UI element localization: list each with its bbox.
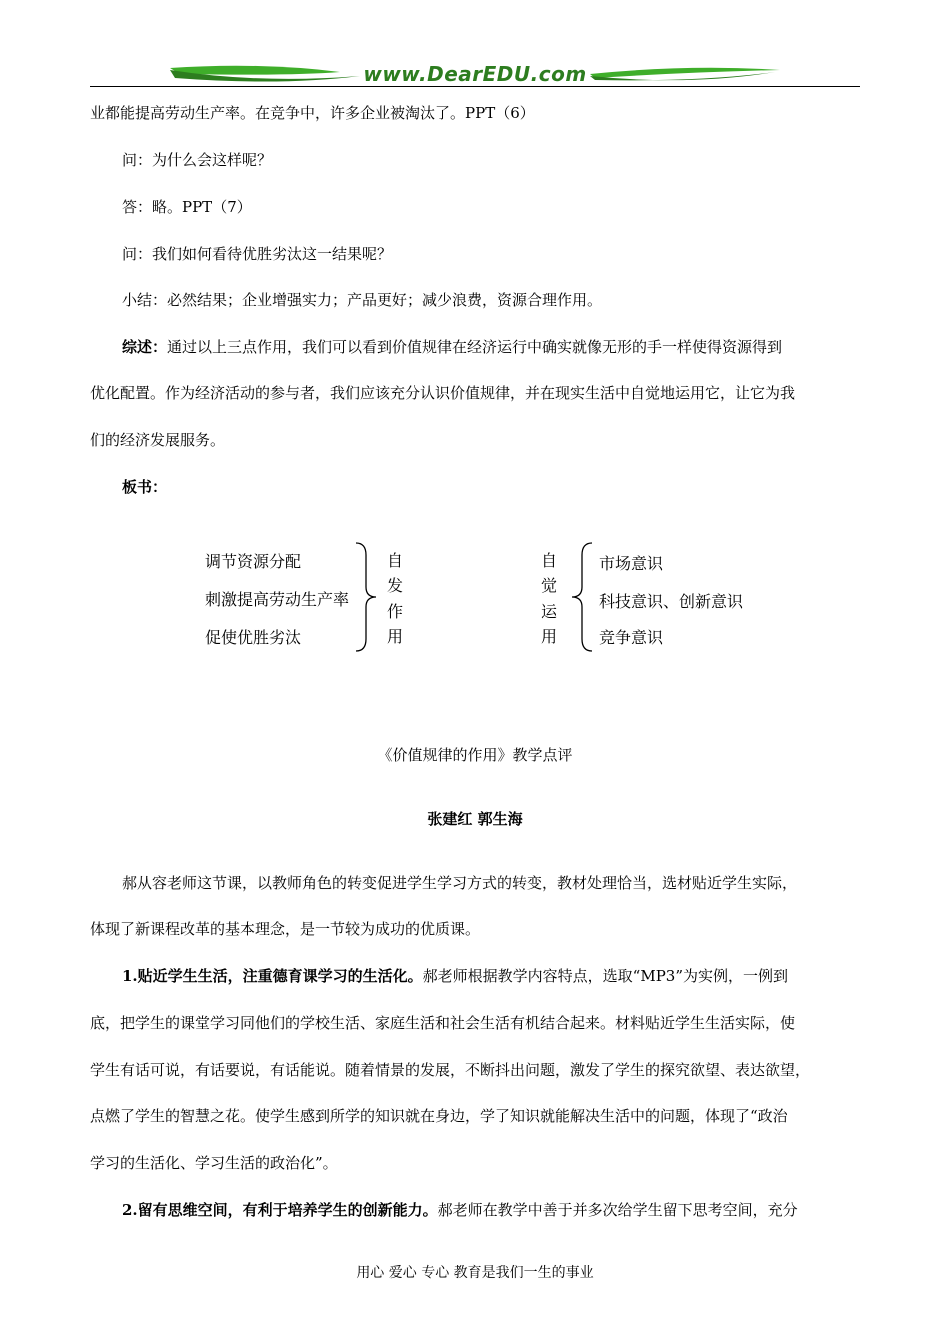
text-line: 业都能提高劳动生产率。在竞争中，许多企业被淘汰了。PPT（6） — [90, 104, 535, 122]
text-line: 们的经济发展服务。 — [90, 431, 226, 449]
board-left-item: 促使优胜劣汰 — [205, 628, 302, 647]
board-label: 板书： — [122, 478, 168, 496]
review-authors: 张建红 郭生海 — [427, 810, 523, 828]
header-divider — [90, 86, 860, 87]
board-right-item: 科技意识、创新意识 — [599, 592, 744, 611]
summary-line — [122, 324, 782, 371]
text-line: 问：为什么会这样呢？ — [122, 151, 273, 169]
text-line: 点燃了学生的智慧之花。使学生感到所学的知识就在身边，学了知识就能解决生活中的问题，体现了“政治 — [90, 1107, 788, 1125]
summary-label: 综述： — [122, 338, 168, 356]
board-vertical-char: 作 — [387, 602, 404, 621]
text-line: 优化配置。作为经济活动的参与者，我们应该充分认识价值规律，并在现实生活中自觉地运用它，让它为我 — [90, 384, 796, 402]
point-text: 郝老师根据教学内容特点，选取“MP3”为实例，一例到 — [422, 967, 789, 985]
board-right-item: 竞争意识 — [599, 628, 664, 647]
point-heading: 2.留有思维空间，有利于培养学生的创新能力。 — [122, 1201, 438, 1219]
summary-text: 通过以上三点作用，我们可以看到价值规律在经济运行中确实就像无形的手一样使得资源得到 — [167, 338, 783, 356]
text-line: 答：略。PPT（7） — [122, 198, 252, 216]
page-footer: 用心 爱心 专心 教育是我们一生的事业 — [356, 1265, 594, 1281]
board-left-item: 刺激提高劳动生产率 — [205, 590, 350, 609]
review-title: 《价值规律的作用》教学点评 — [377, 746, 573, 764]
board-vertical-char: 用 — [387, 627, 404, 646]
board-vertical-char: 自 — [387, 551, 404, 570]
review-point-2 — [122, 1187, 798, 1234]
board-vertical-char: 用 — [541, 627, 558, 646]
review-point-1 — [122, 953, 788, 1000]
board-vertical-char: 运 — [541, 602, 558, 621]
board-right-item: 市场意识 — [599, 554, 664, 573]
text-line: 底，把学生的课堂学习同他们的学校生活、家庭生活和社会生活有机结合起来。材料贴近学生生活实际，使 — [90, 1014, 796, 1032]
board-vertical-char: 自 — [541, 551, 558, 570]
point-heading: 1.贴近学生生活，注重德育课学习的生活化。 — [122, 967, 423, 985]
site-logo-text: www.DearEDU.com — [363, 62, 587, 86]
board-vertical-char: 觉 — [541, 576, 558, 595]
text-line: 学习的生活化、学习生活的政治化”。 — [90, 1154, 338, 1172]
board-left-item: 调节资源分配 — [205, 552, 302, 571]
left-brace-icon — [568, 541, 596, 653]
text-line: 体现了新课程改革的基本理念，是一节较为成功的优质课。 — [90, 920, 481, 938]
text-line: 学生有话可说，有话要说，有话能说。随着情景的发展，不断抖出问题，激发了学生的探究欲望、表达欲望， — [90, 1061, 811, 1079]
right-brace-icon — [352, 541, 380, 653]
text-line: 问：我们如何看待优胜劣汰这一结果呢？ — [122, 245, 393, 263]
point-text: 郝老师在教学中善于并多次给学生留下思考空间，充分 — [437, 1201, 798, 1219]
text-line: 小结：必然结果；企业增强实力；产品更好；减少浪费，资源合理作用。 — [122, 291, 603, 309]
text-line: 郝从容老师这节课，以教师角色的转变促进学生学习方式的转变，教材处理恰当，选材贴近学生实际， — [122, 874, 798, 892]
board-vertical-char: 发 — [387, 576, 404, 595]
